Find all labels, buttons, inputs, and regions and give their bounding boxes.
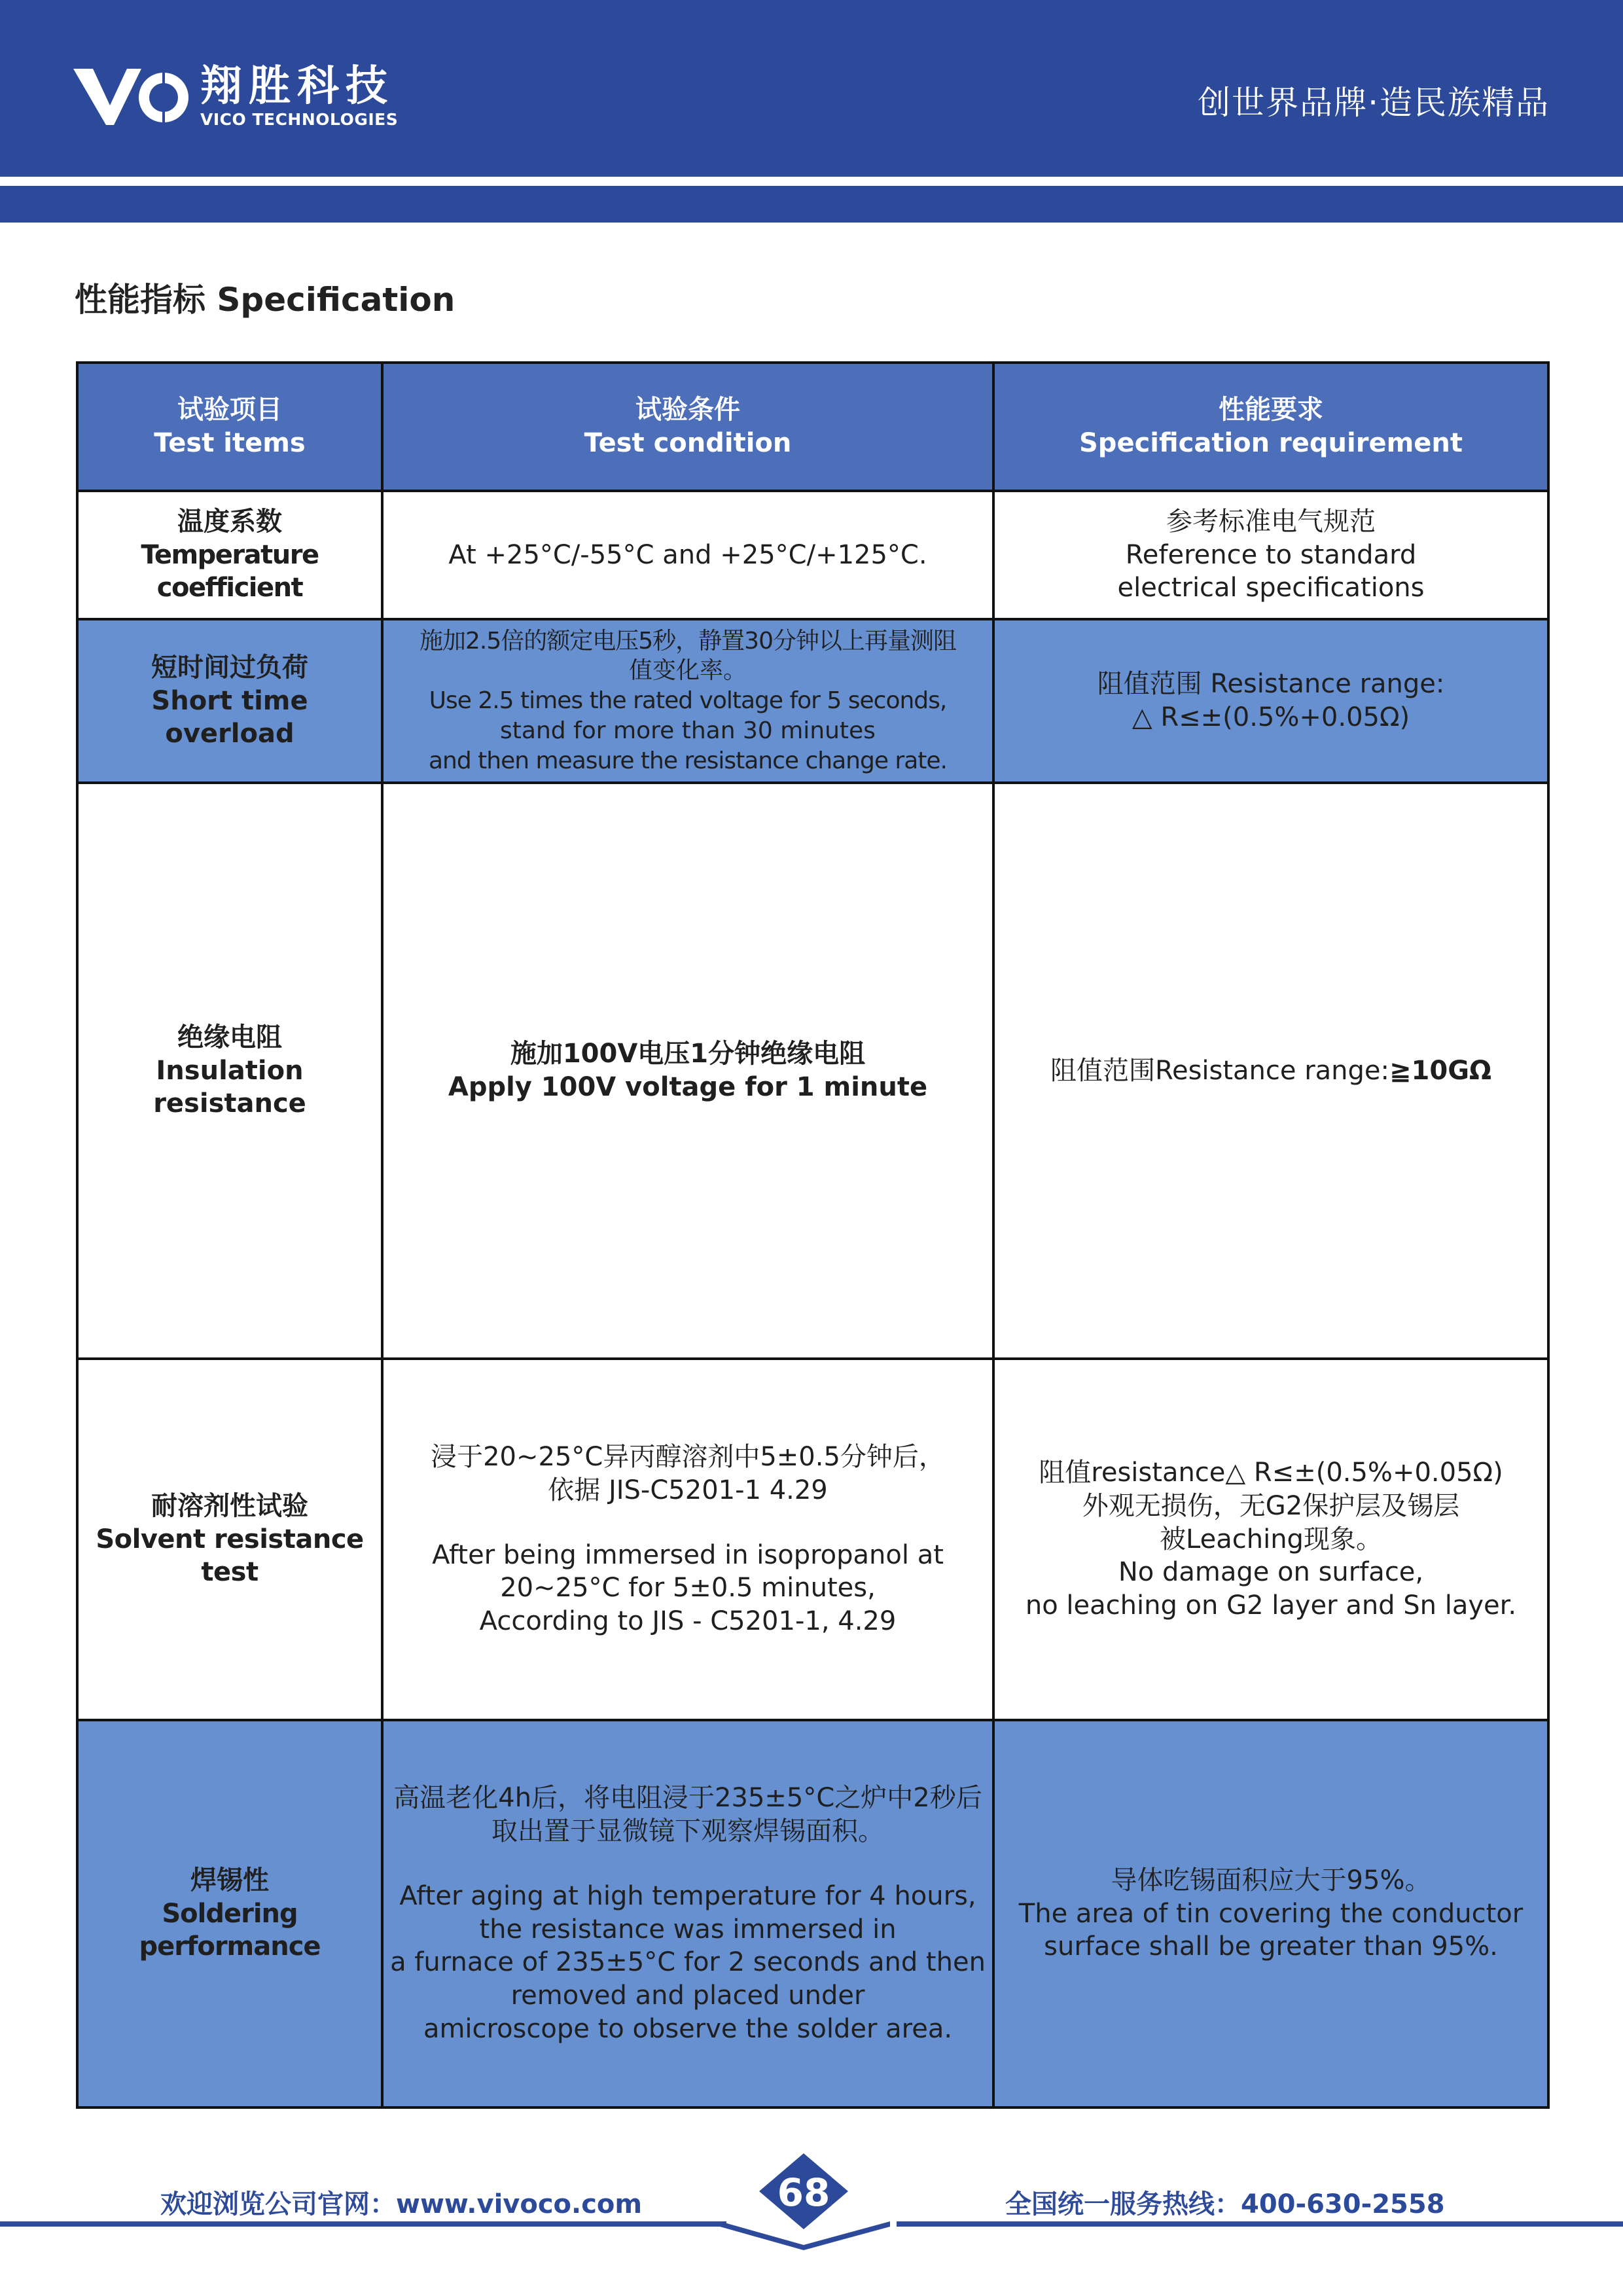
requirement-cell	[993, 1359, 1548, 1720]
test-condition-cell	[382, 783, 993, 1359]
test-item-cell	[77, 619, 382, 783]
spacer	[390, 1848, 986, 1880]
condition-line: According to JIS - C5201-1, 4.29	[479, 1606, 897, 1637]
condition-line: and then measure the resistance change rate.	[428, 747, 948, 774]
requirement-line: electrical specifications	[1117, 573, 1425, 603]
requirement-line: Reference to standard	[1125, 539, 1417, 570]
test-condition-cell	[382, 491, 993, 619]
test-item-en: Temperature coefficient	[141, 539, 319, 603]
header-test-items	[77, 363, 382, 491]
test-condition-cell	[382, 619, 993, 783]
company-logo[interactable]	[73, 60, 398, 132]
condition-line: removed and placed under	[510, 1981, 865, 2011]
requirement-line: 阻值范围 Resistance range:	[1097, 669, 1445, 700]
requirement-line: 导体吃锡面积应大于95%。	[1111, 1865, 1431, 1895]
test-item-en: Solvent resistance test	[96, 1524, 364, 1588]
page-number: 68	[777, 2170, 830, 2215]
header-test-condition	[382, 363, 993, 491]
condition-line: 施加100V电压1分钟绝缘电阻	[510, 1039, 866, 1069]
table-row	[77, 1359, 1548, 1720]
spacer	[390, 1507, 986, 1539]
condition-line: 依据 JIS-C5201-1 4.29	[548, 1475, 828, 1505]
test-item-cell	[77, 491, 382, 619]
test-item-cell	[77, 783, 382, 1359]
requirement-value: ≧10GΩ	[1389, 1055, 1492, 1086]
test-item-cn: 温度系数	[177, 506, 282, 537]
vico-logo-icon	[73, 65, 188, 128]
footer-website-link[interactable]: 欢迎浏览公司官网：www.vivoco.com	[160, 2189, 643, 2219]
condition-line: the resistance was immersed in	[479, 1914, 897, 1945]
header-lower-band	[0, 186, 1623, 223]
requirement-line	[1001, 1054, 1541, 1088]
test-item-cn: 短时间过负荷	[151, 652, 308, 683]
test-item-en: Soldering performance	[139, 1898, 321, 1962]
requirement-line: 参考标准电气规范	[1166, 506, 1376, 537]
footer-hotline[interactable]: 全国统一服务热线：400-630-2558	[1005, 2189, 1445, 2219]
condition-line: 20~25°C for 5±0.5 minutes,	[500, 1573, 876, 1604]
header-spec-requirement-en: Specification requirement	[1079, 428, 1463, 458]
requirement-line: △ R≤±(0.5%+0.05Ω)	[1132, 702, 1410, 732]
header-test-items-en: Test items	[154, 428, 306, 458]
condition-line: stand for more than 30 minutes	[500, 717, 876, 744]
condition-line: 浸于20~25°C异丙醇溶剂中5±0.5分钟后，	[431, 1442, 945, 1472]
requirement-line: No damage on surface,	[1118, 1557, 1424, 1588]
brand-name-en: VICO TECHNOLOGIES	[200, 110, 399, 129]
requirement-cell	[993, 619, 1548, 783]
condition-line: amicroscope to observe the solder area.	[423, 2013, 953, 2044]
table-header-row	[77, 363, 1548, 491]
table-row	[77, 783, 1548, 1359]
requirement-line: 外观无损伤，无G2保护层及锡层	[1082, 1490, 1460, 1521]
section-title: 性能指标 Specification	[75, 281, 455, 319]
brand-name-cn: 翔胜科技	[200, 62, 394, 111]
header-spec-requirement-cn: 性能要求	[1219, 395, 1323, 425]
condition-line: After aging at high temperature for 4 hours,	[399, 1880, 976, 1911]
test-condition-cell	[382, 1359, 993, 1720]
header-spec-requirement	[993, 363, 1548, 491]
table-row	[77, 491, 1548, 619]
test-condition-text: At +25°C/-55°C and +25°C/+125°C.	[448, 539, 927, 570]
table-row	[77, 619, 1548, 783]
test-item-cell	[77, 1720, 382, 2108]
condition-line: Apply 100V voltage for 1 minute	[448, 1072, 928, 1102]
requirement-line: The area of tin covering the conductor	[1018, 1898, 1524, 1929]
condition-line: 值变化率。	[628, 657, 747, 685]
table-row	[77, 1720, 1548, 2108]
header-test-items-cn: 试验项目	[177, 395, 282, 425]
requirement-line: no leaching on G2 layer and Sn layer.	[1025, 1590, 1517, 1621]
condition-line: After being immersed in isopropanol at	[432, 1539, 944, 1570]
requirement-cell	[993, 491, 1548, 619]
condition-line: a furnace of 235±5°C for 2 seconds and then	[390, 1947, 986, 1978]
condition-line: 施加2.5倍的额定电压5秒，静置30分钟以上再量测阻	[419, 627, 956, 655]
requirement-prefix: 阻值范围Resistance range:	[1050, 1055, 1390, 1086]
test-item-cn: 绝缘电阻	[177, 1022, 282, 1052]
test-item-en: Insulation resistance	[153, 1055, 306, 1119]
requirement-cell	[993, 1720, 1548, 2108]
header-test-condition-cn: 试验条件	[635, 395, 740, 425]
header-test-condition-en: Test condition	[584, 428, 792, 458]
condition-line: Use 2.5 times the rated voltage for 5 seconds,	[429, 687, 947, 715]
header-divider	[0, 177, 1623, 186]
header-slogan: 创世界品牌·造民族精品	[1198, 84, 1550, 122]
specification-table	[76, 361, 1550, 2109]
test-item-cn: 焊锡性	[190, 1865, 269, 1895]
requirement-line: 被Leaching现象。	[1160, 1524, 1382, 1554]
requirement-line: 阻值resistance△ R≤±(0.5%+0.05Ω)	[1039, 1458, 1503, 1488]
condition-line: 取出置于显微镜下观察焊锡面积。	[491, 1816, 884, 1846]
test-item-cell	[77, 1359, 382, 1720]
test-item-cn: 耐溶剂性试验	[151, 1490, 308, 1521]
test-item-en: Short time overload	[151, 685, 308, 749]
requirement-cell	[993, 783, 1548, 1359]
test-condition-cell	[382, 1720, 993, 2108]
requirement-line: surface shall be greater than 95%.	[1044, 1931, 1498, 1962]
condition-line: 高温老化4h后，将电阻浸于235±5°C之炉中2秒后	[393, 1783, 982, 1814]
